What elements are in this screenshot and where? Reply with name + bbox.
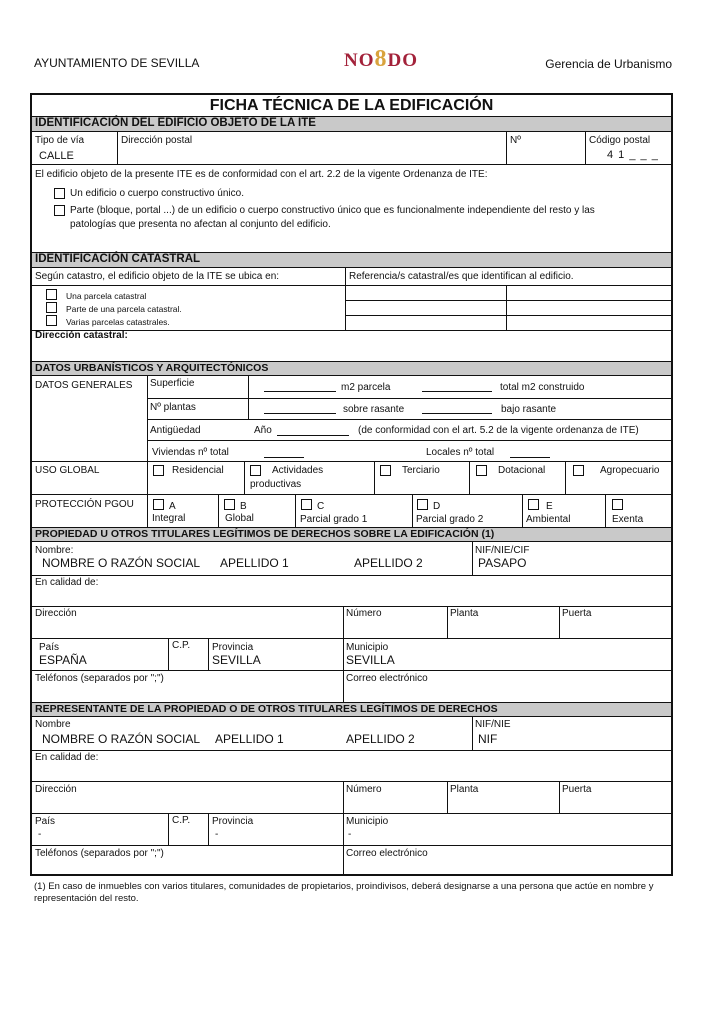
parte-edificio-label-1: Parte (bloque, portal ...) de un edificio o cuerpo constructivo único que es funcionalmente independiente del resto y las — [70, 205, 595, 216]
header-department: Gerencia de Urbanismo — [545, 57, 672, 71]
propiedad-numero-label: Número — [346, 608, 382, 619]
representante-municipio-value[interactable]: - — [348, 829, 352, 840]
checkbox-parte-edificio[interactable] — [54, 205, 65, 216]
propiedad-apellido1-value[interactable]: APELLIDO 1 — [220, 556, 289, 570]
checkbox-proteccion-e[interactable] — [528, 499, 539, 510]
m2-parcela-label: m2 parcela — [341, 382, 391, 393]
sobre-rasante-label: sobre rasante — [343, 404, 405, 415]
representante-cp-label: C.P. — [172, 815, 191, 826]
direccion-catastral-label: Dirección catastral: — [35, 330, 128, 341]
proteccion-b-name: Global — [225, 513, 254, 524]
codigo-postal-label: Código postal — [589, 135, 651, 146]
section-identificacion-catastral: IDENTIFICACIÓN CATASTRAL — [32, 252, 671, 268]
codigo-postal-value[interactable]: 4 1 _ _ _ — [607, 149, 659, 161]
proteccion-e-name: Ambiental — [526, 514, 571, 525]
section-datos-urbanisticos: DATOS URBANÍSTICOS Y ARQUITECTÓNICOS — [32, 361, 671, 376]
no8do-logo — [344, 46, 418, 73]
proteccion-exenta-label: Exenta — [612, 514, 644, 525]
parte-parcela-label: Parte de una parcela catastral. — [66, 304, 182, 314]
propiedad-nombre-label: Nombre: — [35, 545, 74, 556]
logo-text-b: DO — [387, 50, 418, 71]
proteccion-label: PROTECCIÓN PGOU — [35, 499, 134, 510]
representante-puerta-label: Puerta — [562, 784, 592, 795]
checkbox-uso-dotacional[interactable] — [476, 465, 487, 476]
propiedad-direccion-label: Dirección — [35, 608, 77, 619]
checkbox-uso-terciario[interactable] — [380, 465, 391, 476]
proteccion-a-name: Integral — [152, 513, 186, 524]
uso-agropecuario-label: Agropecuario — [600, 465, 660, 476]
representante-apellido1-value[interactable]: APELLIDO 1 — [215, 732, 284, 746]
uso-terciario-label: Terciario — [402, 465, 440, 476]
propiedad-planta-label: Planta — [450, 608, 479, 619]
antiguedad-label: Antigüedad — [150, 425, 201, 436]
parte-edificio-label-2: patologías que presenta no afectan al conjunto del edificio. — [70, 219, 331, 230]
tipo-via-value[interactable]: CALLE — [39, 150, 74, 162]
uso-dotacional-label: Dotacional — [498, 465, 546, 476]
representante-telefonos-label: Teléfonos (separados por ";") — [35, 848, 164, 859]
checkbox-proteccion-b[interactable] — [224, 499, 235, 510]
numero-label: Nº — [510, 135, 521, 146]
footnote-line-2: representación del resto. — [34, 893, 139, 904]
footnote-line-1: (1) En caso de inmuebles con varios titulares, comunidades de propietarios, proindivisos, deberá designarse a una persona que actúe en nombre y — [34, 881, 654, 892]
checkbox-proteccion-c[interactable] — [301, 499, 312, 510]
representante-provincia-value[interactable]: - — [215, 829, 219, 840]
total-m2-label: total m2 construido — [500, 382, 585, 393]
logo-text-a: NO — [344, 50, 375, 71]
propiedad-correo-label: Correo electrónico — [346, 673, 428, 684]
propiedad-provincia-label: Provincia — [212, 642, 254, 653]
representante-nif-label: NIF/NIE — [475, 719, 511, 730]
footnote — [34, 881, 674, 905]
form-title: FICHA TÉCNICA DE LA EDIFICACIÓN — [209, 97, 494, 114]
logo-eight: 8 — [374, 46, 388, 72]
header-institution: AYUNTAMIENTO DE SEVILLA — [34, 56, 200, 70]
direccion-postal-label: Dirección postal — [121, 135, 193, 146]
representante-municipio-label: Municipio — [346, 816, 389, 827]
representante-provincia-label: Provincia — [212, 816, 254, 827]
representante-calidad-label: En calidad de: — [35, 752, 99, 763]
representante-apellido2-value[interactable]: APELLIDO 2 — [346, 732, 415, 746]
referencias-catastrales-label: Referencia/s catastral/es que identifican al edificio. — [349, 271, 574, 282]
representante-pais-value[interactable]: - — [38, 829, 42, 840]
proteccion-c-name: Parcial grado 1 — [300, 514, 368, 525]
representante-nombre-label: Nombre — [35, 719, 71, 730]
proteccion-c-letter: C — [317, 501, 325, 512]
superficie-label: Superficie — [150, 378, 195, 389]
bajo-rasante-label: bajo rasante — [501, 404, 557, 415]
checkbox-uso-residencial[interactable] — [153, 465, 164, 476]
uso-actividades-label-1: Actividades — [272, 465, 324, 476]
checkbox-uso-agropecuario[interactable] — [573, 465, 584, 476]
section-identificacion-edificio: IDENTIFICACIÓN DEL EDIFICIO OBJETO DE LA ITE — [32, 116, 671, 132]
checkbox-parte-parcela[interactable] — [46, 302, 57, 313]
una-parcela-label: Una parcela catastral — [66, 291, 147, 301]
proteccion-e-letter: E — [546, 501, 553, 512]
propiedad-calidad-label: En calidad de: — [35, 577, 99, 588]
propiedad-municipio-value[interactable]: SEVILLA — [346, 653, 395, 667]
propiedad-nif-label: NIF/NIE/CIF — [475, 545, 530, 556]
proteccion-d-letter: D — [433, 501, 441, 512]
propiedad-apellido2-value[interactable]: APELLIDO 2 — [354, 556, 423, 570]
checkbox-uso-actividades[interactable] — [250, 465, 261, 476]
section-representante: REPRESENTANTE DE LA PROPIEDAD O DE OTROS TITULARES LEGÍTIMOS DE DERECHOS — [32, 702, 671, 717]
checkbox-una-parcela[interactable] — [46, 289, 57, 300]
representante-nif-value[interactable]: NIF — [478, 732, 498, 746]
checkbox-proteccion-a[interactable] — [153, 499, 164, 510]
edificio-unico-label: Un edificio o cuerpo constructivo único. — [70, 188, 244, 199]
checkbox-edificio-unico[interactable] — [54, 188, 65, 199]
propiedad-pais-value[interactable]: ESPAÑA — [39, 653, 87, 667]
viviendas-label: Viviendas nº total — [152, 447, 229, 458]
propiedad-puerta-label: Puerta — [562, 608, 592, 619]
uso-global-label: USO GLOBAL — [35, 465, 100, 476]
propiedad-telefonos-label: Teléfonos (separados por ";") — [35, 673, 164, 684]
propiedad-cp-label: C.P. — [172, 640, 191, 651]
uso-residencial-label: Residencial — [172, 465, 224, 476]
plantas-label: Nº plantas — [150, 402, 196, 413]
proteccion-d-name: Parcial grado 2 — [416, 514, 484, 525]
representante-direccion-label: Dirección — [35, 784, 77, 795]
checkbox-varias-parcelas[interactable] — [46, 315, 57, 326]
section-propiedad: PROPIEDAD U OTROS TITULARES LEGÍTIMOS DE DERECHOS SOBRE LA EDIFICACIÓN (1) — [32, 527, 671, 542]
representante-nombre-value[interactable]: NOMBRE O RAZÓN SOCIAL — [42, 732, 201, 746]
propiedad-nif-value[interactable]: PASAPO — [478, 556, 527, 570]
checkbox-proteccion-exenta[interactable] — [612, 499, 623, 510]
varias-parcelas-label: Varias parcelas catastrales. — [66, 317, 170, 327]
anio-label: Año — [254, 425, 272, 436]
proteccion-b-letter: B — [240, 501, 247, 512]
representante-correo-label: Correo electrónico — [346, 848, 428, 859]
propiedad-municipio-label: Municipio — [346, 642, 389, 653]
locales-label: Locales nº total — [426, 447, 495, 458]
proteccion-a-letter: A — [169, 501, 176, 512]
anio-note: (de conformidad con el art. 5.2 de la vigente ordenanza de ITE) — [358, 425, 639, 436]
propiedad-provincia-value[interactable]: SEVILLA — [212, 653, 261, 667]
representante-numero-label: Número — [346, 784, 382, 795]
representante-pais-label: País — [35, 816, 56, 827]
representante-planta-label: Planta — [450, 784, 479, 795]
uso-actividades-label-2: productivas — [250, 479, 302, 490]
propiedad-nombre-value[interactable]: NOMBRE O RAZÓN SOCIAL — [42, 556, 201, 570]
propiedad-pais-label: País — [39, 642, 60, 653]
checkbox-proteccion-d[interactable] — [417, 499, 428, 510]
datos-generales-label: DATOS GENERALES — [35, 380, 133, 391]
catastro-ubicacion-label: Según catastro, el edificio objeto de la ITE se ubica en: — [35, 271, 280, 282]
tipo-via-label: Tipo de vía — [35, 135, 85, 146]
ite-intro-text: El edificio objeto de la presente ITE es de conformidad con el art. 2.2 de la vigente Ordenanza de ITE: — [35, 169, 488, 180]
ficha-tecnica-form — [30, 93, 673, 876]
